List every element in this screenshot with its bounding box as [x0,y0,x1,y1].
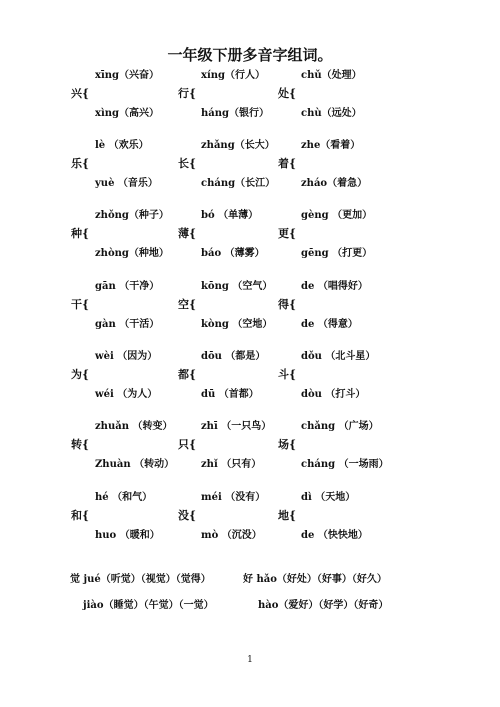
reading-bottom: gēng （打更） [301,248,373,259]
reading-bottom: cháng（长江） [201,178,276,189]
reading-top: xīng（兴奋） [95,70,160,81]
reading-top: hé （和气） [95,492,153,503]
polyphonic-char: 长{ [178,157,197,170]
reading-top: méi （没有） [201,492,266,503]
reading-bottom: báo （薄雾） [201,248,265,259]
reading-top: dǒu （北斗星） [301,351,376,362]
polyphonic-char: 更{ [278,227,297,240]
hao4-line: hào（爱好）（好学）（好奇） [258,600,389,611]
polyphonic-char: 没{ [178,509,197,522]
reading-bottom: háng（银行） [201,108,270,119]
reading-top: gèng （更加） [301,210,373,221]
jiao-line: jiào（睡觉）（午觉）（一觉） [83,600,214,611]
reading-top: zhe（看着） [301,140,361,151]
reading-bottom: dū （首都） [201,389,259,400]
polyphonic-char: 薄{ [178,227,197,240]
reading-bottom: de （得意） [301,319,358,330]
reading-top: zhǒng（种子） [95,210,169,221]
reading-bottom: gàn （干活） [95,319,160,330]
reading-bottom: zhòng（种地） [95,248,169,259]
polyphonic-char: 乐{ [71,157,90,170]
polyphonic-char: 只{ [178,438,197,451]
reading-bottom: cháng （一场雨） [301,459,389,470]
char-group [0,277,500,341]
polyphonic-char: 行{ [178,87,197,100]
char-group [0,488,500,552]
reading-bottom: yuè （音乐） [95,178,158,189]
polyphonic-char: 空{ [178,298,197,311]
reading-bottom: huo （暖和） [95,530,160,541]
reading-top: chǔ（处理） [301,70,362,81]
page-title: 一年级下册多音字组词。 [167,46,333,64]
polyphonic-char: 种{ [71,227,90,240]
polyphonic-char: 着{ [278,157,297,170]
reading-bottom: dòu （打斗） [301,389,366,400]
char-group [0,136,500,200]
reading-bottom: zháo（着急） [301,178,368,189]
reading-bottom: kòng （空地） [201,319,273,330]
polyphonic-char: 为{ [71,368,90,381]
char-group [0,417,500,481]
reading-bottom: zhǐ （只有） [201,459,262,470]
polyphonic-char: 斗{ [278,368,297,381]
reading-top: de （唱得好） [301,281,368,292]
polyphonic-char: 地{ [278,509,297,522]
polyphonic-char: 场{ [278,438,297,451]
reading-bottom: wéi （为人） [95,389,158,400]
reading-top: zhuǎn （转变） [95,421,173,432]
hao-line: 好 hǎo（好处）（好事）（好久） [243,574,387,585]
reading-top: zhǎng（长大） [201,140,275,151]
jue-line: 觉 jué（听觉）（视觉）（觉得） [70,574,211,585]
polyphonic-char: 得{ [278,298,297,311]
char-group [0,347,500,411]
reading-top: lè （欢乐） [95,140,149,151]
polyphonic-char: 干{ [71,298,90,311]
polyphonic-char: 处{ [278,87,297,100]
polyphonic-char: 转{ [71,438,90,451]
reading-top: chǎng （广场） [301,421,379,432]
reading-top: zhī （一只鸟） [201,421,272,432]
page-number: 1 [247,655,253,665]
reading-top: bó （单薄） [201,210,259,221]
reading-bottom: mò （沉没） [201,530,262,541]
char-group [0,66,500,130]
reading-top: dì （天地） [301,492,356,503]
reading-bottom: Zhuàn （转动） [95,459,175,470]
reading-top: wèi （因为） [95,351,158,362]
polyphonic-char: 兴{ [71,87,90,100]
reading-top: kōng （空气） [201,281,273,292]
polyphonic-char: 和{ [71,509,90,522]
reading-bottom: chù（远处） [301,108,362,119]
char-group [0,206,500,270]
reading-top: dōu （都是） [201,351,266,362]
polyphonic-char: 都{ [178,368,197,381]
reading-top: xíng（行人） [201,70,266,81]
reading-top: gān （干净） [95,281,160,292]
reading-bottom: xìng（高兴） [95,108,160,119]
reading-bottom: de （快快地） [301,530,368,541]
